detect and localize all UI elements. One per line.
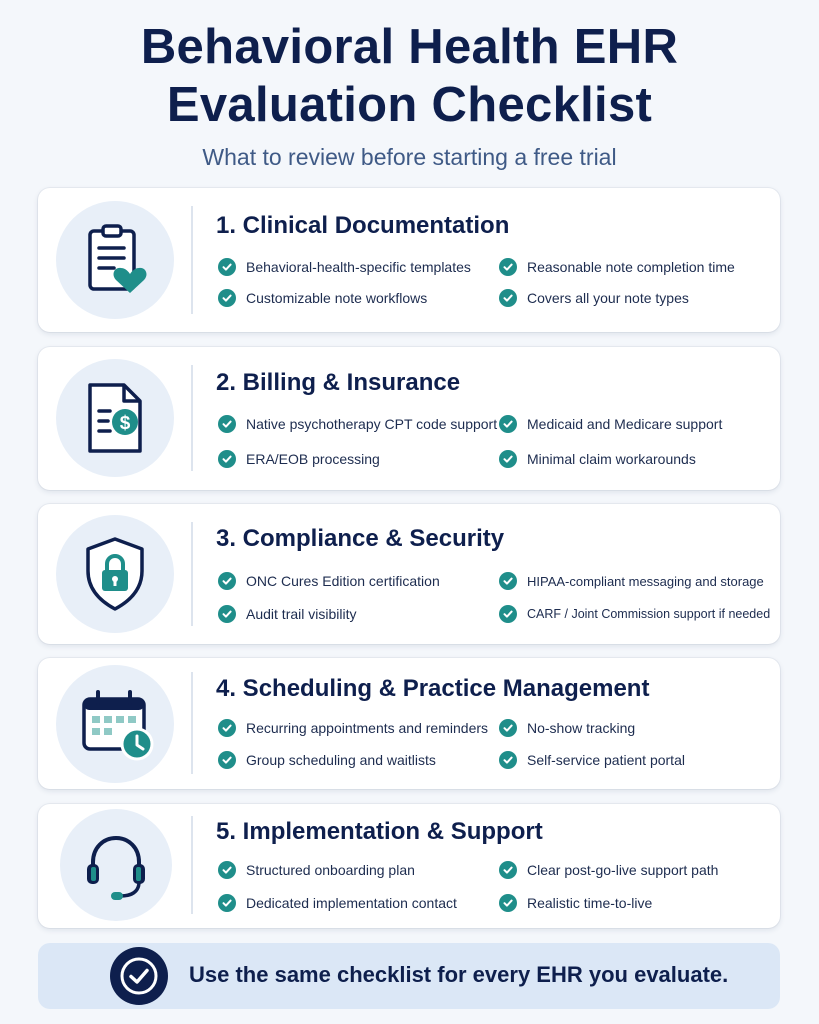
checkmark-icon — [499, 289, 517, 307]
calendar-clock-icon — [56, 665, 174, 783]
check-circle-icon — [110, 947, 168, 1005]
checklist-item: CARF / Joint Commission support if needed — [499, 605, 770, 623]
checklist-item: Audit trail visibility — [218, 605, 356, 623]
checklist-item: HIPAA-compliant messaging and storage — [499, 572, 764, 590]
checkmark-icon — [218, 572, 236, 590]
section-title: 1. Clinical Documentation — [216, 212, 510, 239]
checkmark-icon — [218, 719, 236, 737]
checkmark-icon — [218, 289, 236, 307]
card-divider — [191, 365, 193, 471]
checkmark-icon — [218, 894, 236, 912]
page-subtitle: What to review before starting a free trial — [202, 144, 617, 170]
checklist-item: Structured onboarding plan — [218, 861, 415, 879]
checkmark-icon — [499, 415, 517, 433]
page-title — [0, 18, 819, 134]
checkmark-icon — [499, 258, 517, 276]
checklist-item: No-show tracking — [499, 719, 635, 737]
shield-lock-icon — [56, 515, 174, 633]
section-card-implementation-support — [38, 804, 780, 928]
checklist-item: Recurring appointments and reminders — [218, 719, 488, 737]
checkmark-icon — [499, 751, 517, 769]
title-line-2: Evaluation Checklist — [166, 78, 653, 132]
card-divider — [191, 206, 193, 314]
checkmark-icon — [218, 258, 236, 276]
svg-text:$: $ — [119, 413, 131, 434]
checklist-item: Minimal claim workarounds — [499, 450, 696, 468]
checkmark-icon — [218, 751, 236, 769]
checklist-item: Dedicated implementation contact — [218, 894, 457, 912]
checklist-item: Group scheduling and waitlists — [218, 751, 436, 769]
card-divider — [191, 816, 193, 914]
card-divider — [191, 672, 193, 774]
checkmark-icon — [499, 450, 517, 468]
checkmark-icon — [218, 450, 236, 468]
checklist-item: Reasonable note completion time — [499, 258, 735, 276]
checklist-item: Customizable note workflows — [218, 289, 427, 307]
checklist-item: Realistic time-to-live — [499, 894, 652, 912]
section-card-compliance-security — [38, 504, 780, 644]
checklist-item: Native psychotherapy CPT code support — [218, 415, 497, 433]
section-title: 3. Compliance & Security — [216, 525, 505, 552]
title-line-1: Behavioral Health EHR — [140, 20, 679, 74]
checkmark-icon — [499, 894, 517, 912]
section-card-billing-insurance — [38, 347, 780, 490]
invoice-dollar-icon — [56, 359, 174, 477]
checklist-item: Covers all your note types — [499, 289, 689, 307]
checklist-item: Behavioral-health-specific templates — [218, 258, 471, 276]
section-title: 2. Billing & Insurance — [216, 369, 461, 396]
section-card-clinical-documentation — [38, 188, 780, 332]
section-title: 5. Implementation & Support — [216, 818, 543, 845]
headset-icon — [60, 809, 172, 921]
footer-banner — [38, 943, 780, 1009]
footer-text: Use the same checklist for every EHR you evaluate. — [189, 962, 729, 987]
checkmark-icon — [218, 605, 236, 623]
checkmark-icon — [499, 605, 517, 623]
checklist-item: ERA/EOB processing — [218, 450, 380, 468]
checkmark-icon — [499, 719, 517, 737]
checkmark-icon — [499, 572, 517, 590]
card-divider — [191, 522, 193, 626]
checklist-item: Medicaid and Medicare support — [499, 415, 722, 433]
section-card-scheduling-practice-management — [38, 658, 780, 789]
checklist-item: ONC Cures Edition certification — [218, 572, 440, 590]
clipboard-heart-icon — [56, 201, 174, 319]
checklist-item: Self-service patient portal — [499, 751, 685, 769]
checkmark-icon — [499, 861, 517, 879]
checkmark-icon — [218, 861, 236, 879]
checkmark-icon — [218, 415, 236, 433]
checklist-item: Clear post-go-live support path — [499, 861, 718, 879]
section-title: 4. Scheduling & Practice Management — [216, 675, 650, 702]
